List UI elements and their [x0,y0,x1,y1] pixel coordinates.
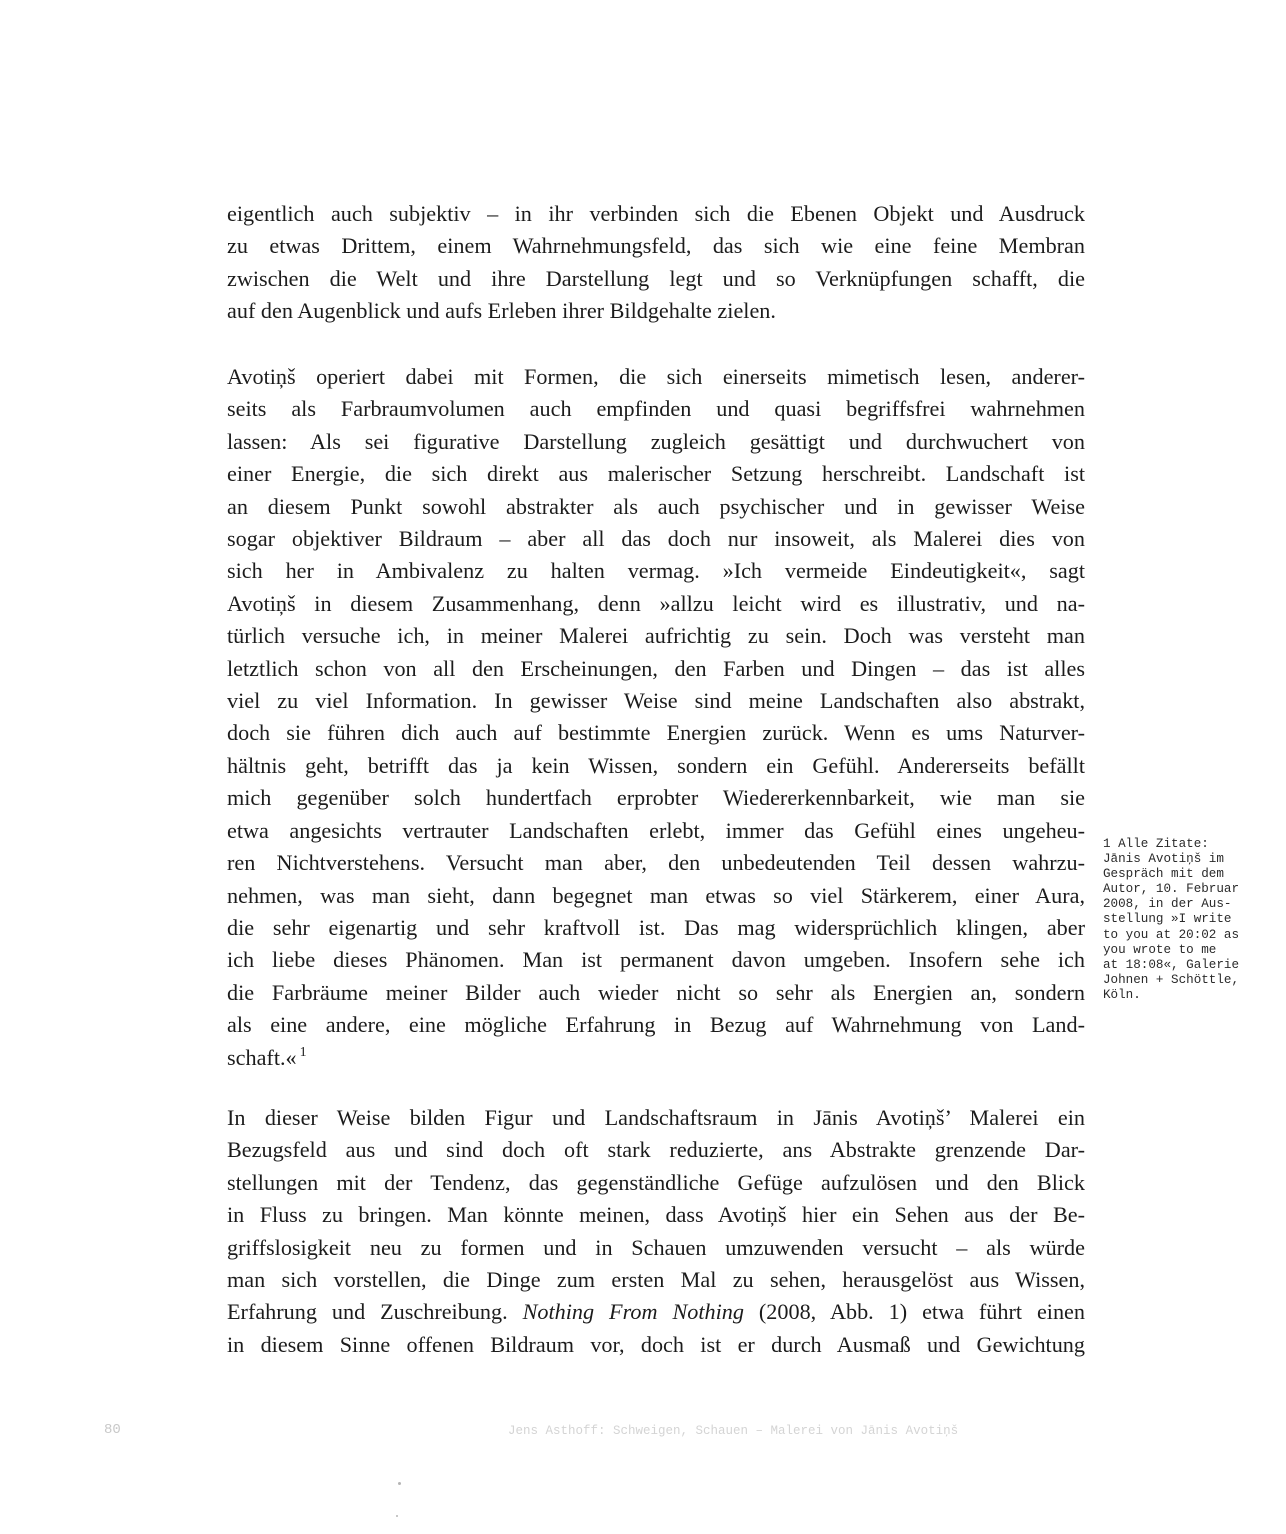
text-segment: Erfahrung und Zuschreibung. [227,1299,508,1325]
text-line: Avotiņš in diesem Zusammenhang, denn »allzu leicht wird es illustrativ, und na- [227,590,1085,616]
text-line [227,1296,1085,1328]
footnote-line: Jānis Avotiņš im [1103,852,1224,867]
text-line: letztlich schon von all den Erscheinungen, den Farben und Dingen – das ist alles [227,655,1085,681]
text-line: stellungen mit der Tendenz, das gegenständliche Gefüge aufzulösen und den Blick [227,1169,1085,1195]
artwork-title: Nothing From Nothing [522,1299,744,1325]
text-line: zwischen die Welt und ihre Darstellung legt und so Verknüpfungen schafft, die [227,265,1085,291]
text-line: hältnis geht, betrifft das ja kein Wissen, sondern ein Gefühl. Andererseits befällt [227,752,1085,778]
text-line: die sehr eigenartig und sehr kraftvoll ist. Das mag widersprüchlich klingen, aber [227,914,1085,940]
footnote-reference[interactable]: 1 [299,1045,307,1061]
text-line: einer Energie, die sich direkt aus malerischer Setzung herschreibt. Landschaft ist [227,461,1085,487]
text-line: ren Nichtverstehens. Versucht man aber, den unbedeutenden Teil dessen wahrzu- [227,850,1085,876]
text-line: doch sie führen dich auch auf bestimmte Energien zurück. Wenn es ums Naturver- [227,720,1085,746]
footnote-sidenote [1103,837,1271,1003]
running-head: Jens Asthoff: Schweigen, Schauen – Malerei von Jānis Avotiņš [508,1424,959,1438]
scan-speck [398,1482,401,1485]
text-line: Bezugsfeld aus und sind doch oft stark reduzierte, ans Abstrakte grenzende Dar- [227,1137,1085,1163]
footnote-line: to you at 20:02 as [1103,927,1240,942]
text-line: Avotiņš operiert dabei mit Formen, die sich einerseits mimetisch lesen, anderer- [227,364,1085,389]
text-line: sich her in Ambivalenz zu halten vermag. »Ich vermeide Eindeutigkeit«, sagt [227,558,1085,584]
text-line: seits als Farbraumvolumen auch empfinden und quasi begriffsfrei wahrnehmen [227,396,1085,422]
paragraph-1 [227,198,1085,328]
footnote-line: stellung »I write [1103,912,1232,927]
text-line: ich liebe dieses Phänomen. Man ist permanent davon umgeben. Insofern sehe ich [227,947,1085,973]
text-line: auf den Augenblick und aufs Erleben ihrer Bildgehalte zielen. [227,298,776,324]
text-line: zu etwas Drittem, einem Wahrnehmungsfeld, das sich wie eine feine Membran [227,233,1085,259]
text-line-last [227,1042,1085,1074]
text-line: sogar objektiver Bildraum – aber all das doch nur insoweit, als Malerei dies von [227,526,1085,552]
paragraph-2 [227,361,1085,1074]
text-line: etwa angesichts vertrauter Landschaften erlebt, immer das Gefühl eines ungeheu- [227,817,1085,843]
footnote-line: Gespräch mit dem [1103,867,1224,882]
footnote-line: Autor, 10. Februar [1103,882,1240,897]
text-line: In dieser Weise bilden Figur und Landschaftsraum in Jānis Avotiņš’ Malerei ein [227,1105,1085,1130]
footnote-line: 2008, in der Aus- [1103,897,1232,912]
scan-speck [396,1515,398,1517]
footnote-line: Johnen + Schöttle, [1103,972,1240,987]
text-line: nehmen, was man sieht, dann begegnet man etwas so viel Stärkerem, einer Aura, [227,882,1085,908]
footnote-line: Köln. [1103,987,1141,1002]
text-line: die Farbräume meiner Bilder auch wieder nicht so sehr als Energien an, sondern [227,979,1085,1005]
footnote-line: 1 Alle Zitate: [1103,837,1209,851]
text-line: viel zu viel Information. In gewisser Weise sind meine Landschaften also abstrakt, [227,688,1085,714]
text-line: griffslosigkeit neu zu formen und in Schauen umzuwenden versucht – als würde [227,1234,1085,1260]
footnote-line: you wrote to me [1103,942,1217,957]
page-number: 80 [104,1422,121,1438]
text-line: man sich vorstellen, die Dinge zum ersten Mal zu sehen, herausgelöst aus Wissen, [227,1267,1085,1293]
paragraph-3 [227,1102,1085,1361]
text-line-content: schaft.« [227,1044,297,1070]
text-segment: (2008, Abb. 1) etwa führt einen [743,1299,1086,1325]
text-line: in Fluss zu bringen. Man könnte meinen, dass Avotiņš hier ein Sehen aus der Be- [227,1202,1085,1228]
text-line: lassen: Als sei figurative Darstellung zugleich gesättigt und durchwuchert von [227,428,1085,454]
text-line: an diesem Punkt sowohl abstrakter als auch psychischer und in gewisser Weise [227,493,1085,519]
text-line: mich gegenüber solch hundertfach erprobter Wiedererkennbarkeit, wie man sie [227,785,1085,811]
text-line: türlich versuche ich, in meiner Malerei aufrichtig zu sein. Doch was versteht man [227,623,1085,649]
footnote-line: at 18:08«, Galerie [1103,957,1240,972]
text-line: eigentlich auch subjektiv – in ihr verbinden sich die Ebenen Objekt und Ausdruck [227,201,1085,226]
text-line: in diesem Sinne offenen Bildraum vor, doch ist er durch Ausmaß und Gewichtung [227,1331,1085,1357]
text-line: als eine andere, eine mögliche Erfahrung in Bezug auf Wahrnehmung von Land- [227,1012,1085,1038]
